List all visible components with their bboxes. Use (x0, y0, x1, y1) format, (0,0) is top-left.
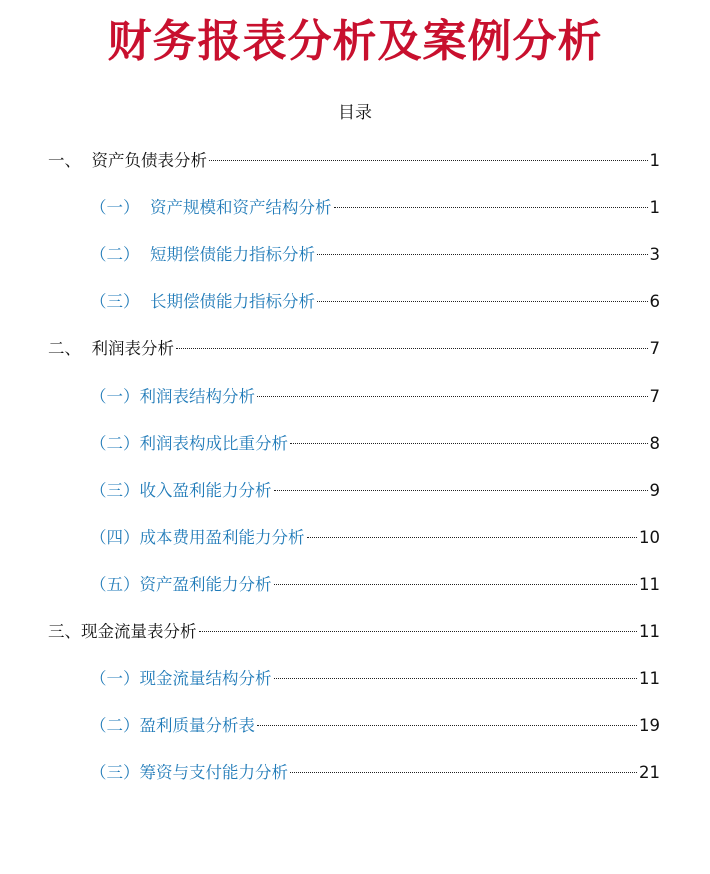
dot-leader (274, 584, 638, 585)
toc-page-number: 7 (649, 339, 660, 359)
toc-entry-label: （三） 长期偿债能力指标分析 (90, 292, 315, 312)
toc-page-number: 7 (649, 386, 660, 406)
toc-entry-label: （二） 短期偿债能力指标分析 (90, 245, 315, 265)
toc-page-number: 8 (649, 433, 660, 453)
toc-entry[interactable] (90, 572, 660, 598)
toc-entry-label: （一）利润表结构分析 (90, 386, 255, 406)
toc-entry[interactable] (48, 336, 660, 362)
toc-entry[interactable] (48, 619, 660, 645)
toc-entry-label: （四）成本费用盈利能力分析 (90, 527, 305, 547)
toc-entry-label: （二）利润表构成比重分析 (90, 433, 288, 453)
document-title: 财务报表分析及案例分析 (107, 16, 603, 67)
dot-leader (334, 207, 648, 208)
dot-leader (209, 160, 648, 161)
toc-entry-label: 一、 资产负债表分析 (48, 151, 207, 170)
toc-page-number: 11 (639, 622, 660, 641)
toc-entry[interactable] (90, 195, 660, 221)
toc-entry-label: （三）收入盈利能力分析 (90, 480, 272, 500)
toc-entry[interactable] (90, 713, 660, 739)
toc-entry[interactable] (90, 760, 660, 786)
dot-leader (307, 537, 638, 538)
toc-page-number: 19 (639, 716, 660, 736)
toc-entry[interactable] (90, 242, 660, 268)
toc-entry[interactable] (90, 478, 660, 504)
dot-leader (317, 254, 648, 255)
toc-entry-label: （三）筹资与支付能力分析 (90, 763, 288, 783)
toc-page-number: 11 (639, 574, 660, 594)
toc-entry-label: （一）现金流量结构分析 (90, 669, 272, 689)
toc-entry-label: （一） 资产规模和资产结构分析 (90, 198, 332, 218)
toc-page-number: 9 (649, 480, 660, 500)
toc-entry[interactable] (90, 384, 660, 410)
dot-leader (274, 490, 648, 491)
dot-leader (176, 348, 648, 349)
toc-entry[interactable] (48, 148, 660, 174)
dot-leader (290, 443, 648, 444)
toc-entry-label: 二、 利润表分析 (48, 339, 174, 359)
toc-entry-label: （二）盈利质量分析表 (90, 716, 255, 736)
toc-page-number: 1 (649, 198, 660, 218)
toc-entry-label: 三、现金流量表分析 (48, 622, 197, 641)
dot-leader (290, 772, 637, 773)
toc-page-number: 21 (639, 763, 660, 783)
toc-page-number: 1 (649, 151, 660, 170)
dot-leader (274, 678, 638, 679)
toc-page-number: 10 (639, 527, 660, 547)
dot-leader (257, 725, 637, 726)
toc-page-number: 3 (649, 245, 660, 265)
toc-page-number: 6 (649, 292, 660, 312)
toc-heading: 目录 (338, 103, 372, 123)
toc-entry-label: （五）资产盈利能力分析 (90, 574, 272, 594)
dot-leader (199, 631, 638, 632)
toc-entry[interactable] (90, 666, 660, 692)
toc-page-number: 11 (639, 669, 660, 689)
toc-entry[interactable] (90, 289, 660, 315)
toc-entry[interactable] (90, 525, 660, 551)
dot-leader (257, 396, 648, 397)
dot-leader (317, 301, 648, 302)
toc-entry[interactable] (90, 431, 660, 457)
